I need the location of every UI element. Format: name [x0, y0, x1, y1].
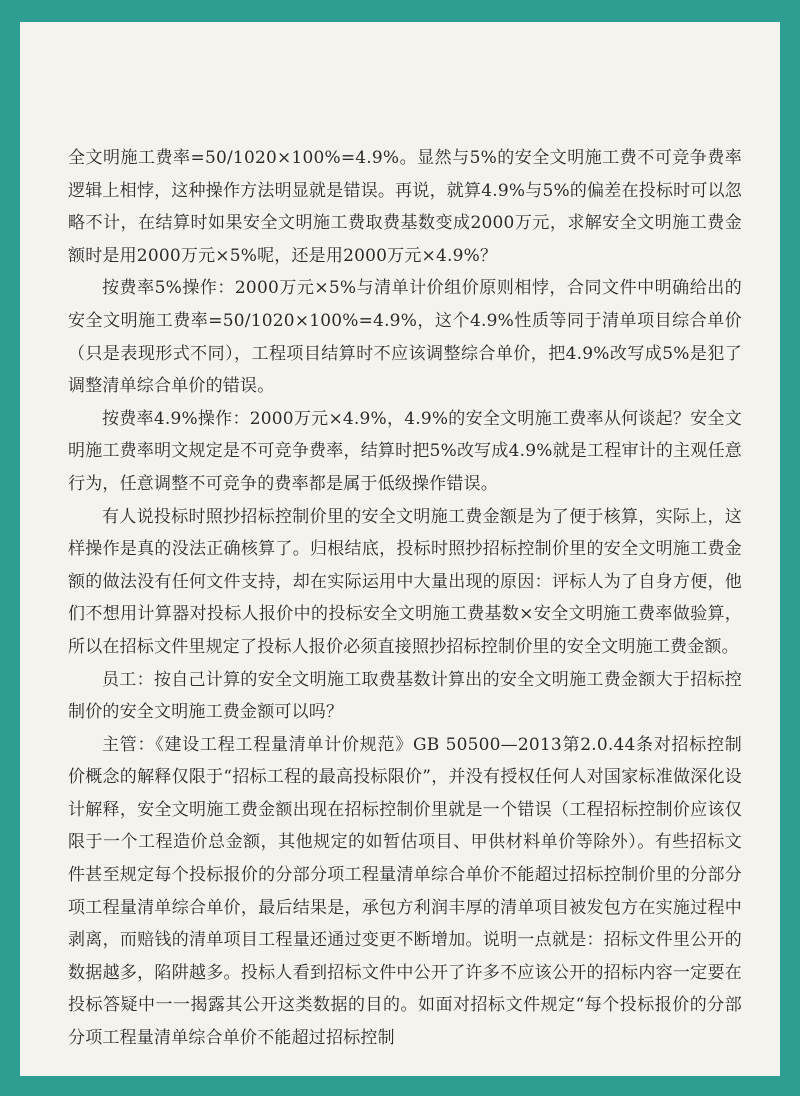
- paragraph-1: 全文明施工费率=50/1020×100%=4.9%。显然与5%的安全文明施工费不可竞争费率逻辑上相悖，这种操作方法明显就是错误。再说，就算4.9%与5%的偏差在投标时可以忽略不计，在结算时如果安全文明施工费取费基数变成2000万元，求解安全文明施工费金额时是用2000万元×5%呢，还是用2000万元×4.9%？: [68, 148, 742, 266]
- paragraph-6: 主管：《建设工程工程量清单计价规范》GB 50500—2013第2.0.44条对招标控制价概念的解释仅限于“招标工程的最高投标限价”，并没有授权任何人对国家标准做深化设计解释，安全文明施工费金额出现在招标控制价里就是一个错误（工程招标控制价应该仅限于一个工程造价总金额，其他规定的如暂估项目、甲供材料单价等除外）。有些招标文件甚至规定每个投标报价的分部分项工程量清单综合单价不能超过招标控制价里的分部分项工程量清单综合单价，最后结果是，承包方利润丰厚的清单项目被发包方在实施过程中剥离，而赔钱的清单项目工程量还通过变更不断增加。说明一点就是：招标文件里公开的数据越多，陷阱越多。投标人看到招标文件中公开了许多不应该公开的招标内容一定要在投标答疑中一一揭露其公开这类数据的目的。如面对招标文件规定“每个投标报价的分部分项工程量清单综合单价不能超过招标控制: [68, 734, 742, 1049]
- book-page: [20, 22, 780, 1076]
- paragraph-2: 按费率5%操作：2000万元×5%与清单计价组价原则相悖，合同文件中明确给出的安全文明施工费率=50/1020×100%=4.9%，这个4.9%性质等同于清单项目综合单价（只是表现形式不同），工程项目结算时不应该调整综合单价，把4.9%改写成5%是犯了调整清单综合单价的错误。: [68, 278, 742, 397]
- paragraph-4: 有人说投标时照抄招标控制价里的安全文明施工费金额是为了便于核算，实际上，这样操作是真的没法正确核算了。归根结底，投标时照抄招标控制价里的安全文明施工费金额的做法没有任何文件支持，却在实际运用中大量出现的原因：评标人为了自身方便，他们不想用计算器对投标人报价中的投标安全文明施工费基数×安全文明施工费率做验算，所以在招标文件里规定了投标人报价必须直接照抄招标控制价里的安全文明施工费金额。: [68, 506, 742, 657]
- paragraph-3: 按费率4.9%操作：2000万元×4.9%，4.9%的安全文明施工费率从何谈起？安全文明施工费率明文规定是不可竞争费率，结算时把5%改写成4.9%就是工程审计的主观任意行为，任意调整不可竞争的费率都是属于低级操作错误。: [68, 408, 742, 494]
- paragraph-5: 员工：按自己计算的安全文明施工取费基数计算出的安全文明施工费金额大于招标控制价的安全文明施工费金额可以吗？: [68, 669, 742, 723]
